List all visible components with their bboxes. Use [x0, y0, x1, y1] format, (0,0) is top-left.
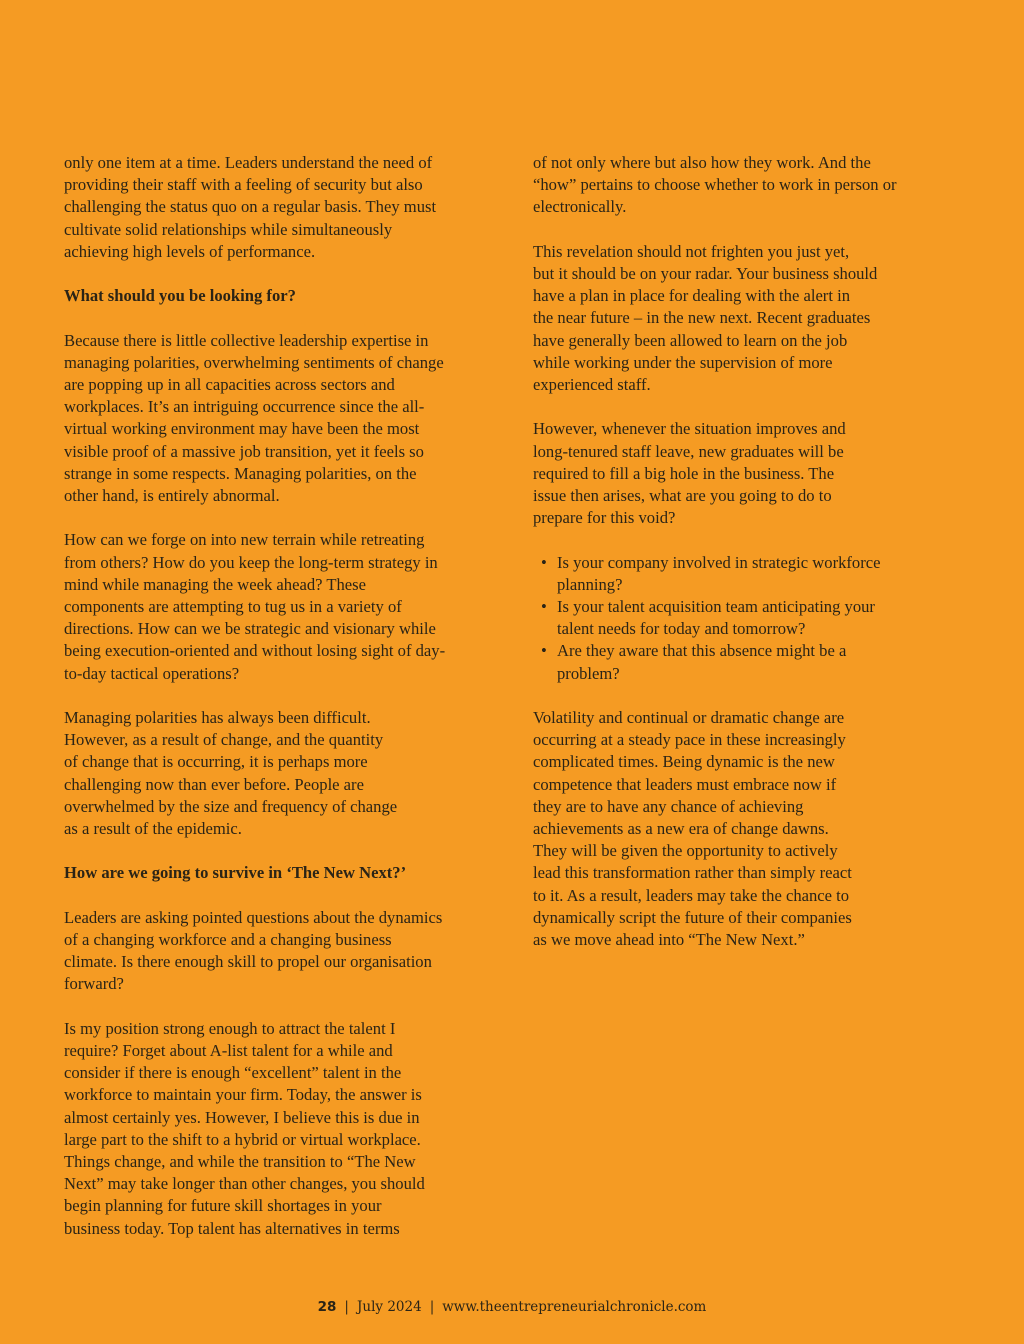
- body-paragraph: However, whenever the situation improves and long-tenured staff leave, new graduates will be required to fill a big hole in the business. The issue then arises, what are you going to do to prepare for this void?: [533, 419, 846, 528]
- page-footer: [0, 1299, 1024, 1315]
- bullet-item: [541, 552, 953, 596]
- bullet-icon: •: [541, 597, 547, 617]
- body-paragraph: Leaders are asking pointed questions about the dynamics of a changing workforce and a changing business climate. Is there enough skill to propel our organisation forward?: [64, 907, 443, 994]
- body-paragraph: of not only where but also how they work. And the “how” pertains to choose whether to work in person or electronically.: [533, 153, 897, 217]
- body-paragraph: Volatility and continual or dramatic change are occurring at a steady pace in these increasingly complicated times. Being dynamic is the new competence that leaders must embrace now if they are to have any chance of achieving achievements as a new era of change dawns. They will be given the opportunity to actively lead this transformation rather than simply react to it. As a result, leaders may take the chance to dynamically script the future of their companies as we move ahead into “The New Next.”: [533, 708, 852, 950]
- body-paragraph: Managing polarities has always been difficult. However, as a result of change, and the quantity of change that is occurring, it is perhaps more challenging now than ever before. People are overwhelmed by the size and frequency of change as a result of the epidemic.: [64, 708, 398, 839]
- bullet-list: [533, 552, 953, 685]
- bullet-text: Is your company involved in strategic workforce planning?: [557, 552, 881, 594]
- body-paragraph: This revelation should not frighten you just yet, but it should be on your radar. Your business should have a plan in place for dealing with the alert in the near future – in the new next. Recent graduates have generally been allowed to learn on the job while working under the supervision of more experienced staff.: [533, 241, 878, 395]
- section-heading: How are we going to survive in ‘The New Next?’: [64, 863, 407, 883]
- bullet-icon: •: [541, 552, 547, 572]
- right-column: [533, 152, 953, 973]
- bullet-text: Are they aware that this absence might be a problem?: [557, 641, 847, 683]
- page-number: 28: [317, 1299, 337, 1315]
- body-paragraph: Because there is little collective leadership expertise in managing polarities, overwhelming sentiments of change are popping up in all capacities across sectors and workplaces. It’s an intriguing occurrence since the all- virtual working environment may have been the most visible proof of a massive job transition, yet it feels so strange in some respects. Managing polarities, on the other hand, is entirely abnormal.: [64, 330, 444, 506]
- footer-separator: |: [429, 1299, 435, 1315]
- body-paragraph: Is my position strong enough to attract the talent I require? Forget about A-list talent for a while and consider if there is enough “excellent” talent in the workforce to maintain your firm. Today, the answer is almost certainly yes. However, I believe this is due in large part to the shift to a hybrid or virtual workplace. Things change, and while the transition to “The New Next” may take longer than other changes, you should begin planning for future skill shortages in your business today. Top talent has alternatives in terms: [64, 1018, 425, 1238]
- left-column: [64, 152, 502, 1262]
- issue-date: July 2024: [356, 1299, 422, 1315]
- bullet-item: [541, 596, 953, 640]
- website-link[interactable]: www.theentrepreneurialchronicle.com: [442, 1299, 707, 1315]
- section-heading: What should you be looking for?: [64, 286, 296, 306]
- bullet-text: Is your talent acquisition team anticipating your talent needs for today and tomorrow?: [557, 597, 875, 639]
- footer-separator: |: [344, 1299, 349, 1315]
- body-paragraph: only one item at a time. Leaders understand the need of providing their staff with a feeling of security but also challenging the status quo on a regular basis. They must cultivate solid relationships while simultaneously achieving high levels of performance.: [64, 153, 437, 261]
- body-paragraph: How can we forge on into new terrain while retreating from others? How do you keep the long-term strategy in mind while managing the week ahead? These components are attempting to tug us in a variety of directions. How can we be strategic and visionary while being execution-oriented and without losing sight of day- to-day tactical operations?: [64, 530, 446, 683]
- bullet-item: [541, 640, 953, 684]
- bullet-icon: •: [541, 641, 547, 661]
